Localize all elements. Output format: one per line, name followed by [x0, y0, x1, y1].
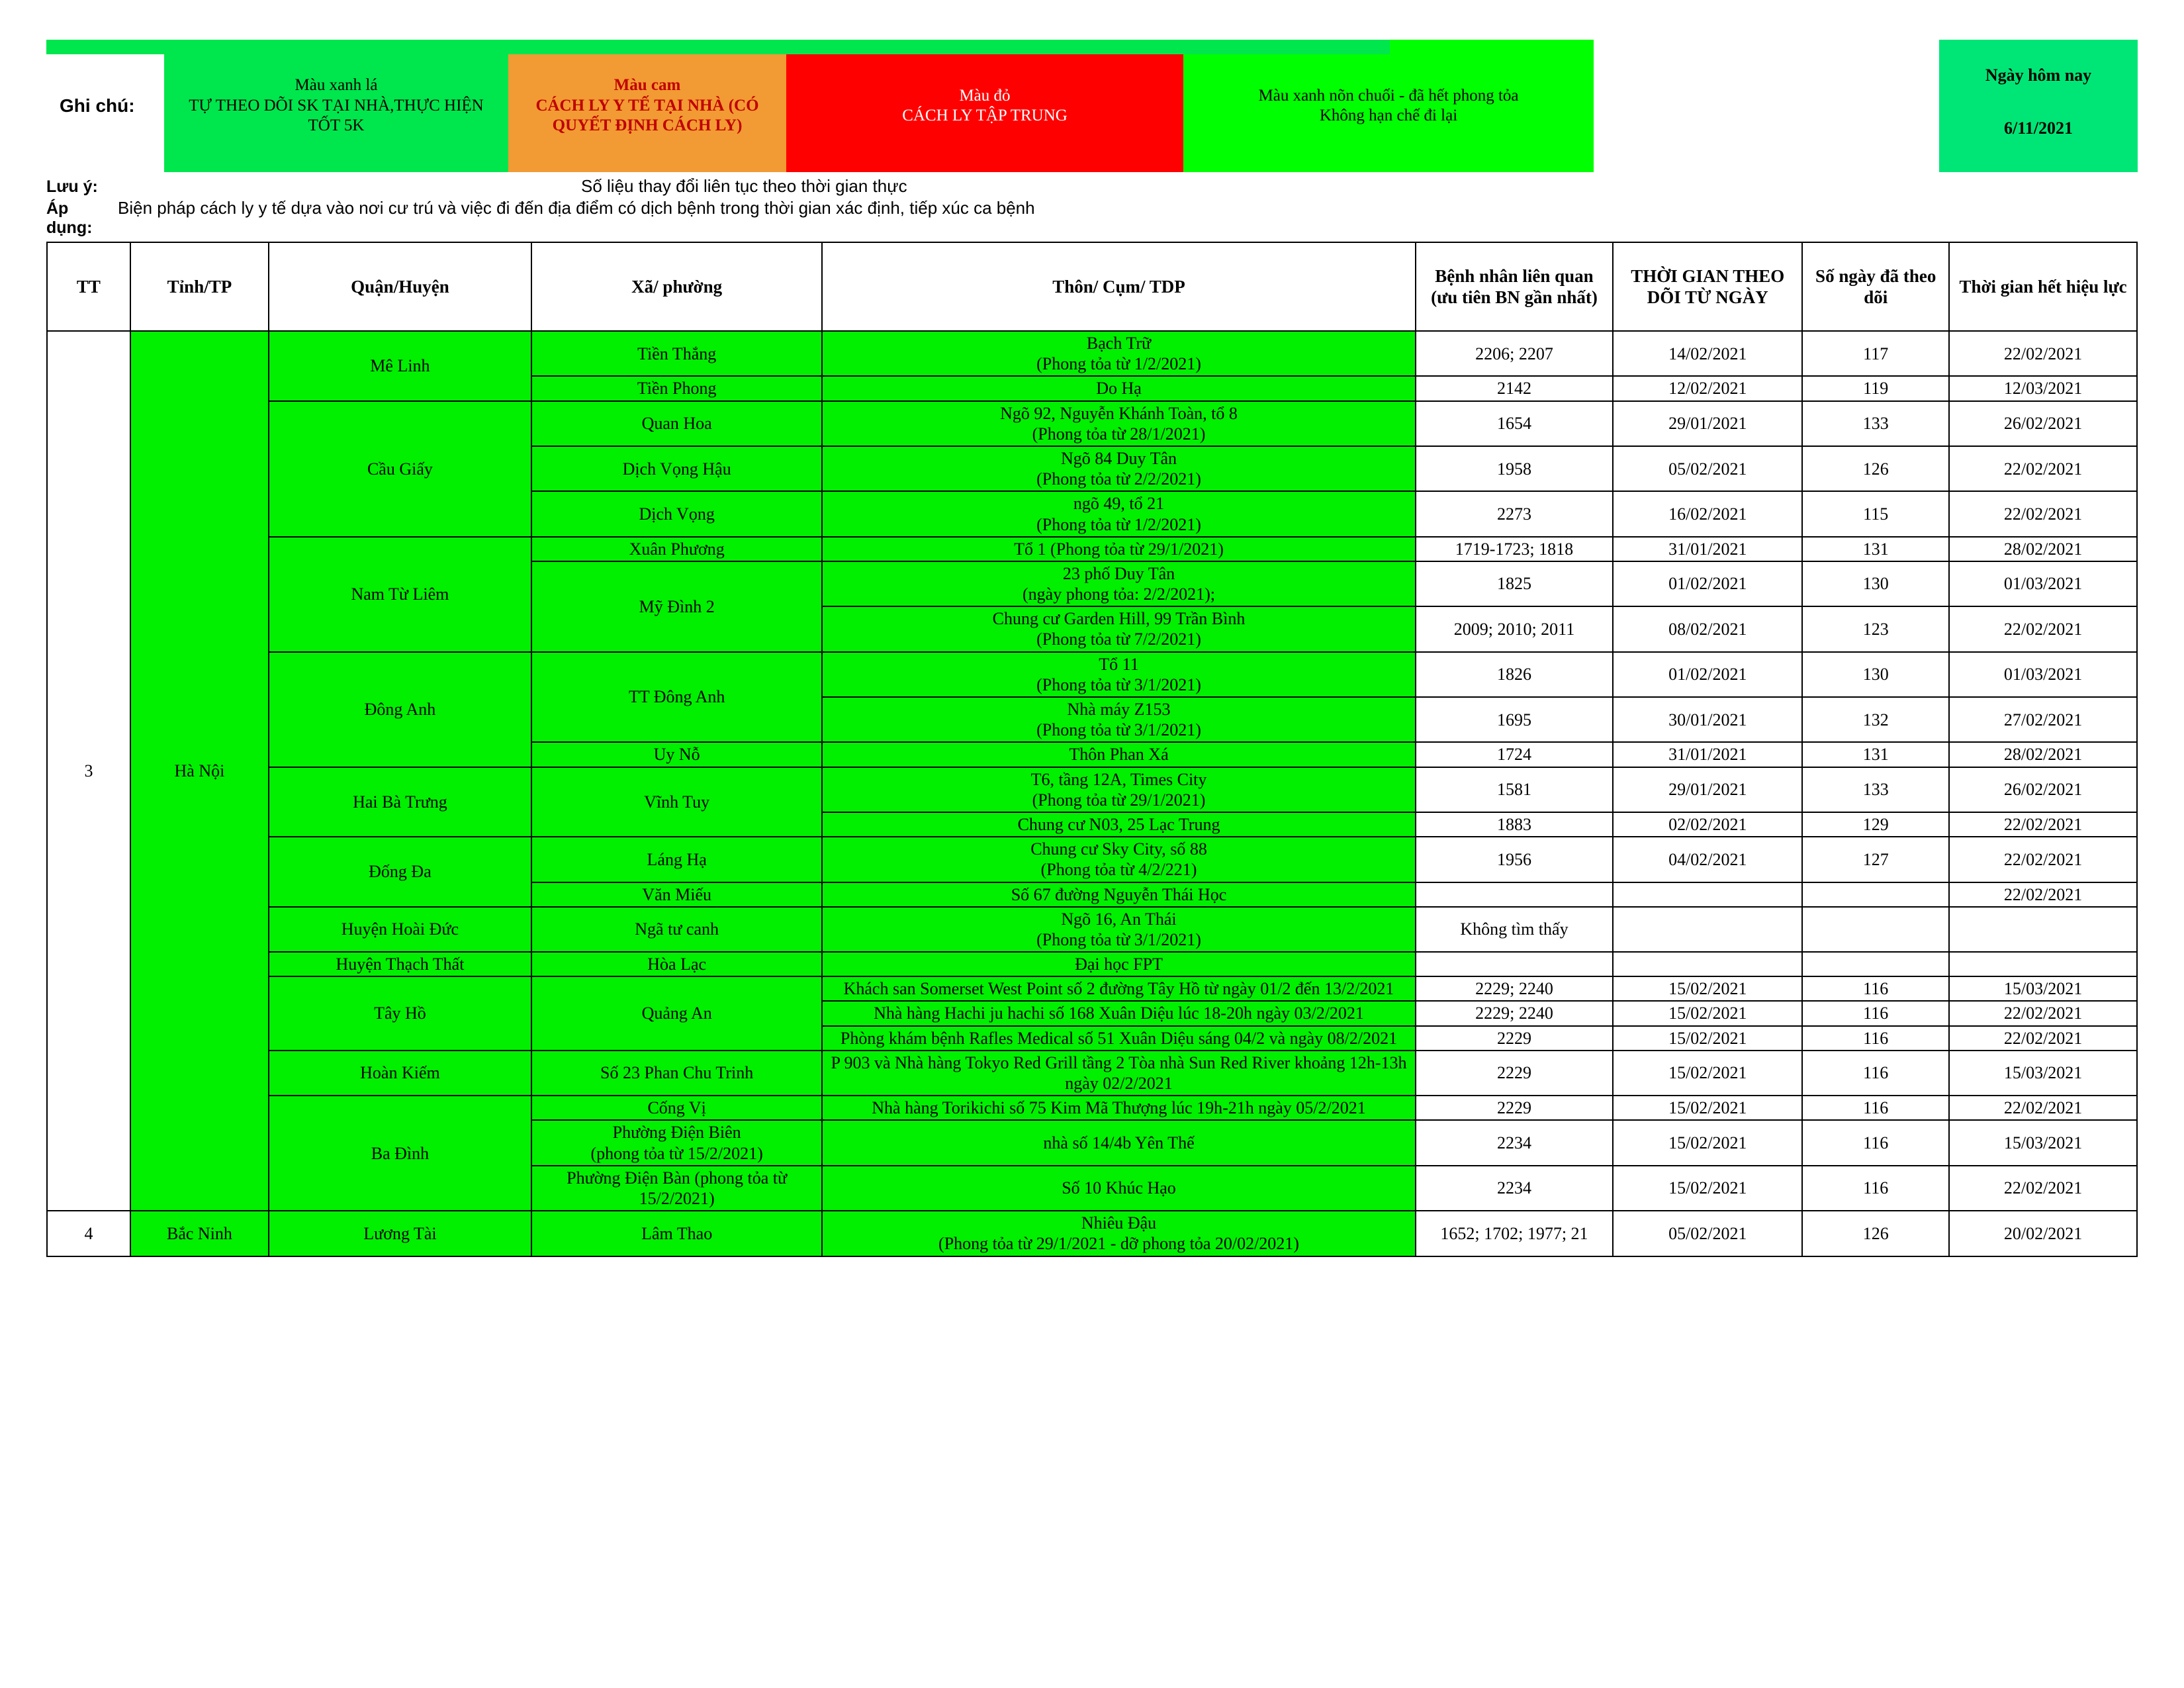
cell-days-monitored: 129: [1802, 812, 1949, 837]
cell-days-monitored: 130: [1802, 561, 1949, 606]
cell-expiry-date: 28/02/2021: [1949, 537, 2137, 561]
cell-start-date: 29/01/2021: [1613, 401, 1802, 446]
cell-days-monitored: 116: [1802, 1051, 1949, 1096]
cell-ward: Xuân Phương: [531, 537, 823, 561]
cell-days-monitored: 116: [1802, 1096, 1949, 1120]
legend-spacer: [1594, 40, 1939, 172]
legend-cells: [164, 40, 1594, 172]
cell-expiry-date: 26/02/2021: [1949, 767, 2137, 812]
cell-start-date: 15/02/2021: [1613, 976, 1802, 1001]
cell-hamlet: Nhà máy Z153 (Phong tỏa từ 3/1/2021): [822, 697, 1415, 742]
cell-start-date: 15/02/2021: [1613, 1026, 1802, 1051]
cell-hamlet: Khách san Somerset West Point số 2 đường Tây Hồ từ ngày 01/2 đến 13/2/2021: [822, 976, 1415, 1001]
cell-expiry-date: 27/02/2021: [1949, 697, 2137, 742]
cell-patients: 2229; 2240: [1416, 1001, 1614, 1025]
today-label: Ngày hôm nay: [1985, 66, 2092, 85]
legend-item-red: [786, 40, 1183, 172]
table-row: [47, 1211, 2137, 1256]
cell-expiry-date: [1949, 907, 2137, 952]
cell-patients: 1956: [1416, 837, 1614, 882]
cell-patients: 2273: [1416, 491, 1614, 536]
cell-patients: 2142: [1416, 376, 1614, 400]
cell-start-date: 30/01/2021: [1613, 697, 1802, 742]
table-row: [47, 1096, 2137, 1120]
cell-expiry-date: 22/02/2021: [1949, 837, 2137, 882]
cell-ward: Mỹ Đình 2: [531, 561, 823, 652]
cell-expiry-date: 22/02/2021: [1949, 812, 2137, 837]
cell-days-monitored: [1802, 882, 1949, 907]
cell-start-date: 08/02/2021: [1613, 606, 1802, 651]
cell-patients: 2234: [1416, 1120, 1614, 1165]
cell-ward: Tiền Phong: [531, 376, 823, 400]
cell-expiry-date: [1949, 952, 2137, 976]
cell-ward: Quảng An: [531, 976, 823, 1051]
cell-hamlet: Thôn Phan Xá: [822, 742, 1415, 767]
cell-start-date: 04/02/2021: [1613, 837, 1802, 882]
cell-patients: 1719-1723; 1818: [1416, 537, 1614, 561]
legend-item-orange-line3: QUYẾT ĐỊNH CÁCH LY): [552, 117, 743, 135]
cell-district: Ba Đình: [269, 1096, 531, 1211]
cell-district: Hoàn Kiếm: [269, 1051, 531, 1096]
cell-patients: 2009; 2010; 2011: [1416, 606, 1614, 651]
cell-expiry-date: 28/02/2021: [1949, 742, 2137, 767]
cell-tt: 4: [47, 1211, 130, 1256]
cell-expiry-date: 22/02/2021: [1949, 1166, 2137, 1211]
note-ap-dung-text: Biện pháp cách ly y tế dựa vào nơi cư trú và việc đi đến địa điểm có dịch bệnh trong thời gian xác định, tiếp xúc ca bệnh: [118, 198, 1035, 218]
cell-hamlet: Chung cư Sky City, số 88 (Phong tỏa từ 4/2/221): [822, 837, 1415, 882]
legend-item-green-line1: Màu xanh lá: [295, 76, 378, 95]
cell-patients: 1958: [1416, 446, 1614, 491]
note-row-ap-dung: [46, 198, 2138, 238]
cell-patients: 1724: [1416, 742, 1614, 767]
cell-start-date: 05/02/2021: [1613, 446, 1802, 491]
cell-days-monitored: 115: [1802, 491, 1949, 536]
table-row: [47, 767, 2137, 812]
cell-ward: Phường Điện Biên (phong tỏa từ 15/2/2021): [531, 1120, 823, 1165]
today-box: [1939, 40, 2138, 172]
cell-days-monitored: 133: [1802, 767, 1949, 812]
cell-expiry-date: 22/02/2021: [1949, 491, 2137, 536]
cell-ward: Phường Điện Bàn (phong tỏa từ 15/2/2021): [531, 1166, 823, 1211]
cell-days-monitored: 116: [1802, 1120, 1949, 1165]
cell-ward: Quan Hoa: [531, 401, 823, 446]
cell-hamlet: Phòng khám bệnh Rafles Medical số 51 Xuân Diệu sáng 04/2 và ngày 08/2/2021: [822, 1026, 1415, 1051]
cell-start-date: 01/02/2021: [1613, 652, 1802, 697]
cell-patients: 2229; 2240: [1416, 976, 1614, 1001]
cell-district: Mê Linh: [269, 331, 531, 401]
cell-start-date: 31/01/2021: [1613, 742, 1802, 767]
today-date: 6/11/2021: [2003, 118, 2073, 138]
cell-expiry-date: 26/02/2021: [1949, 401, 2137, 446]
cell-expiry-date: 22/02/2021: [1949, 606, 2137, 651]
note-row-luu-y: [46, 176, 2138, 197]
cell-patients: 1695: [1416, 697, 1614, 742]
legend-item-red-line2: CÁCH LY TẬP TRUNG: [902, 107, 1068, 124]
cell-days-monitored: 131: [1802, 742, 1949, 767]
cell-hamlet: Chung cư N03, 25 Lạc Trung: [822, 812, 1415, 837]
cell-patients: 1654: [1416, 401, 1614, 446]
cell-days-monitored: 126: [1802, 446, 1949, 491]
cell-hamlet: Nhiêu Đậu (Phong tỏa từ 29/1/2021 - dỡ phong tỏa 20/02/2021): [822, 1211, 1415, 1256]
cell-start-date: 14/02/2021: [1613, 331, 1802, 376]
cell-hamlet: Tổ 11 (Phong tỏa từ 3/1/2021): [822, 652, 1415, 697]
cell-district: Tây Hồ: [269, 976, 531, 1051]
table-row: [47, 837, 2137, 882]
cell-days-monitored: 127: [1802, 837, 1949, 882]
cell-patients: 1581: [1416, 767, 1614, 812]
cell-expiry-date: 01/03/2021: [1949, 652, 2137, 697]
cell-start-date: 15/02/2021: [1613, 1051, 1802, 1096]
cell-district: Huyện Thạch Thất: [269, 952, 531, 976]
cell-province: Hà Nội: [130, 331, 269, 1211]
cell-district: Hai Bà Trưng: [269, 767, 531, 837]
cell-ward: Láng Hạ: [531, 837, 823, 882]
cell-patients: 2234: [1416, 1166, 1614, 1211]
cell-ward: Ngã tư canh: [531, 907, 823, 952]
cell-hamlet: Do Hạ: [822, 376, 1415, 400]
cell-hamlet: Ngõ 84 Duy Tân (Phong tỏa từ 2/2/2021): [822, 446, 1415, 491]
cell-days-monitored: [1802, 952, 1949, 976]
col-header-quan: Quận/Huyện: [269, 242, 531, 331]
cell-ward: Tiền Thắng: [531, 331, 823, 376]
note-luu-y-label: Lưu ý:: [46, 177, 98, 196]
cell-expiry-date: 15/03/2021: [1949, 976, 2137, 1001]
cell-hamlet: Nhà hàng Torikichi số 75 Kim Mã Thượng lúc 19h-21h ngày 05/2/2021: [822, 1096, 1415, 1120]
table-row: [47, 976, 2137, 1001]
note-luu-y-text: Số liệu thay đổi liên tục theo thời gian thực: [581, 176, 907, 196]
legend-item-lime-line2: Không hạn chế đi lại: [1319, 107, 1458, 124]
cell-days-monitored: 116: [1802, 976, 1949, 1001]
notes-block: [46, 176, 2138, 238]
cell-hamlet: Số 10 Khúc Hạo: [822, 1166, 1415, 1211]
legend-item-lime-line1: Màu xanh nõn chuối - đã hết phong tỏa: [1258, 86, 1519, 105]
cell-patients: Không tìm thấy: [1416, 907, 1614, 952]
cell-expiry-date: 15/03/2021: [1949, 1120, 2137, 1165]
cell-hamlet: Bạch Trữ (Phong tỏa từ 1/2/2021): [822, 331, 1415, 376]
cell-district: Nam Từ Liêm: [269, 537, 531, 652]
legend-item-red-line1: Màu đỏ: [959, 86, 1011, 105]
note-ap-dung-label: Áp dụng:: [46, 199, 93, 237]
cell-days-monitored: 123: [1802, 606, 1949, 651]
cell-ward: Hòa Lạc: [531, 952, 823, 976]
table-row: [47, 331, 2137, 376]
cell-expiry-date: 22/02/2021: [1949, 1001, 2137, 1025]
cell-hamlet: Đại học FPT: [822, 952, 1415, 976]
cell-patients: 1883: [1416, 812, 1614, 837]
col-header-thon: Thôn/ Cụm/ TDP: [822, 242, 1415, 331]
cell-expiry-date: 22/02/2021: [1949, 1026, 2137, 1051]
cell-ward: Văn Miếu: [531, 882, 823, 907]
cell-start-date: [1613, 882, 1802, 907]
cell-hamlet: Nhà hàng Hachi ju hachi số 168 Xuân Diệu lúc 18-20h ngày 03/2/2021: [822, 1001, 1415, 1025]
cell-district: Đống Đa: [269, 837, 531, 907]
col-header-thoi-gian: THỜI GIAN THEO DÕI TỪ NGÀY: [1613, 242, 1802, 331]
cell-patients: 2206; 2207: [1416, 331, 1614, 376]
quarantine-table: [46, 242, 2138, 1257]
legend-item-orange-line2: CÁCH LY Y TẾ TẠI NHÀ (CÓ: [535, 96, 759, 115]
cell-start-date: 15/02/2021: [1613, 1001, 1802, 1025]
cell-ward: Uy Nỗ: [531, 742, 823, 767]
cell-expiry-date: 12/03/2021: [1949, 376, 2137, 400]
col-header-het-hieu-luc: Thời gian hết hiệu lực: [1949, 242, 2137, 331]
cell-start-date: [1613, 907, 1802, 952]
cell-district: Lương Tài: [269, 1211, 531, 1256]
cell-district: Đông Anh: [269, 652, 531, 767]
table-body: [47, 331, 2137, 1256]
legend-item-orange: [508, 40, 786, 172]
cell-hamlet: Số 67 đường Nguyễn Thái Học: [822, 882, 1415, 907]
cell-days-monitored: 119: [1802, 376, 1949, 400]
cell-start-date: 29/01/2021: [1613, 767, 1802, 812]
col-header-xa: Xã/ phường: [531, 242, 823, 331]
cell-hamlet: Ngõ 92, Nguyễn Khánh Toàn, tổ 8 (Phong tỏa từ 28/1/2021): [822, 401, 1415, 446]
table-head: [47, 242, 2137, 331]
cell-start-date: 16/02/2021: [1613, 491, 1802, 536]
cell-tt: 3: [47, 331, 130, 1211]
col-header-tinh: Tỉnh/TP: [130, 242, 269, 331]
cell-days-monitored: 132: [1802, 697, 1949, 742]
cell-expiry-date: 20/02/2021: [1949, 1211, 2137, 1256]
cell-hamlet: Tổ 1 (Phong tỏa từ 29/1/2021): [822, 537, 1415, 561]
table-row: [47, 652, 2137, 697]
cell-ward: Lâm Thao: [531, 1211, 823, 1256]
cell-ward: TT Đông Anh: [531, 652, 823, 743]
cell-days-monitored: 117: [1802, 331, 1949, 376]
cell-patients: [1416, 952, 1614, 976]
col-header-so-ngay: Số ngày đã theo dõi: [1802, 242, 1949, 331]
cell-ward: Vĩnh Tuy: [531, 767, 823, 837]
cell-district: Huyện Hoài Đức: [269, 907, 531, 952]
legend-green-bar: [46, 40, 1390, 54]
cell-days-monitored: 133: [1802, 401, 1949, 446]
table-row: [47, 907, 2137, 952]
table-row: [47, 952, 2137, 976]
cell-patients: [1416, 882, 1614, 907]
table-header-row: [47, 242, 2137, 331]
legend-block: [46, 40, 2138, 172]
cell-days-monitored: 131: [1802, 537, 1949, 561]
cell-days-monitored: 116: [1802, 1026, 1949, 1051]
cell-hamlet: 23 phố Duy Tân (ngày phong tỏa: 2/2/2021);: [822, 561, 1415, 606]
table-row: [47, 537, 2137, 561]
cell-start-date: 15/02/2021: [1613, 1120, 1802, 1165]
cell-expiry-date: 22/02/2021: [1949, 882, 2137, 907]
cell-hamlet: Chung cư Garden Hill, 99 Trần Bình (Phong tỏa từ 7/2/2021): [822, 606, 1415, 651]
cell-ward: Cống Vị: [531, 1096, 823, 1120]
cell-hamlet: ngõ 49, tổ 21 (Phong tỏa từ 1/2/2021): [822, 491, 1415, 536]
legend-item-lime: [1183, 40, 1594, 172]
cell-patients: 2229: [1416, 1051, 1614, 1096]
cell-start-date: 02/02/2021: [1613, 812, 1802, 837]
cell-start-date: 15/02/2021: [1613, 1166, 1802, 1211]
cell-start-date: 05/02/2021: [1613, 1211, 1802, 1256]
cell-ward: Dịch Vọng Hậu: [531, 446, 823, 491]
cell-hamlet: Ngõ 16, An Thái (Phong tỏa từ 3/1/2021): [822, 907, 1415, 952]
cell-days-monitored: 126: [1802, 1211, 1949, 1256]
col-header-benh-nhan: Bệnh nhân liên quan (ưu tiên BN gần nhất): [1416, 242, 1614, 331]
legend-item-green: [164, 40, 508, 172]
table-row: [47, 1051, 2137, 1096]
legend-note-label: Ghi chú:: [60, 95, 135, 116]
legend-item-orange-line1: Màu cam: [614, 76, 681, 95]
col-header-tt: TT: [47, 242, 130, 331]
cell-patients: 1825: [1416, 561, 1614, 606]
cell-hamlet: T6, tầng 12A, Times City (Phong tỏa từ 29/1/2021): [822, 767, 1415, 812]
cell-patients: 1652; 1702; 1977; 21: [1416, 1211, 1614, 1256]
cell-province: Bắc Ninh: [130, 1211, 269, 1256]
cell-expiry-date: 22/02/2021: [1949, 331, 2137, 376]
cell-start-date: 01/02/2021: [1613, 561, 1802, 606]
cell-expiry-date: 22/02/2021: [1949, 1096, 2137, 1120]
cell-days-monitored: 130: [1802, 652, 1949, 697]
cell-expiry-date: 15/03/2021: [1949, 1051, 2137, 1096]
cell-ward: Dịch Vọng: [531, 491, 823, 536]
cell-expiry-date: 01/03/2021: [1949, 561, 2137, 606]
cell-expiry-date: 22/02/2021: [1949, 446, 2137, 491]
cell-patients: 1826: [1416, 652, 1614, 697]
cell-start-date: [1613, 952, 1802, 976]
cell-days-monitored: 116: [1802, 1166, 1949, 1211]
cell-hamlet: P 903 và Nhà hàng Tokyo Red Grill tầng 2 Tòa nhà Sun Red River khoảng 12h-13h ngày 02/2/2021: [822, 1051, 1415, 1096]
cell-days-monitored: 116: [1802, 1001, 1949, 1025]
cell-days-monitored: [1802, 907, 1949, 952]
cell-ward: Số 23 Phan Chu Trinh: [531, 1051, 823, 1096]
cell-start-date: 15/02/2021: [1613, 1096, 1802, 1120]
cell-patients: 2229: [1416, 1096, 1614, 1120]
table-row: [47, 401, 2137, 446]
cell-hamlet: nhà số 14/4b Yên Thế: [822, 1120, 1415, 1165]
cell-start-date: 31/01/2021: [1613, 537, 1802, 561]
cell-district: Cầu Giấy: [269, 401, 531, 537]
cell-patients: 2229: [1416, 1026, 1614, 1051]
legend-item-green-line2: TỰ THEO DÕI SK TẠI NHÀ,THỰC HIỆN: [189, 96, 484, 115]
cell-start-date: 12/02/2021: [1613, 376, 1802, 400]
legend-item-green-line3: TỐT 5K: [308, 117, 365, 135]
